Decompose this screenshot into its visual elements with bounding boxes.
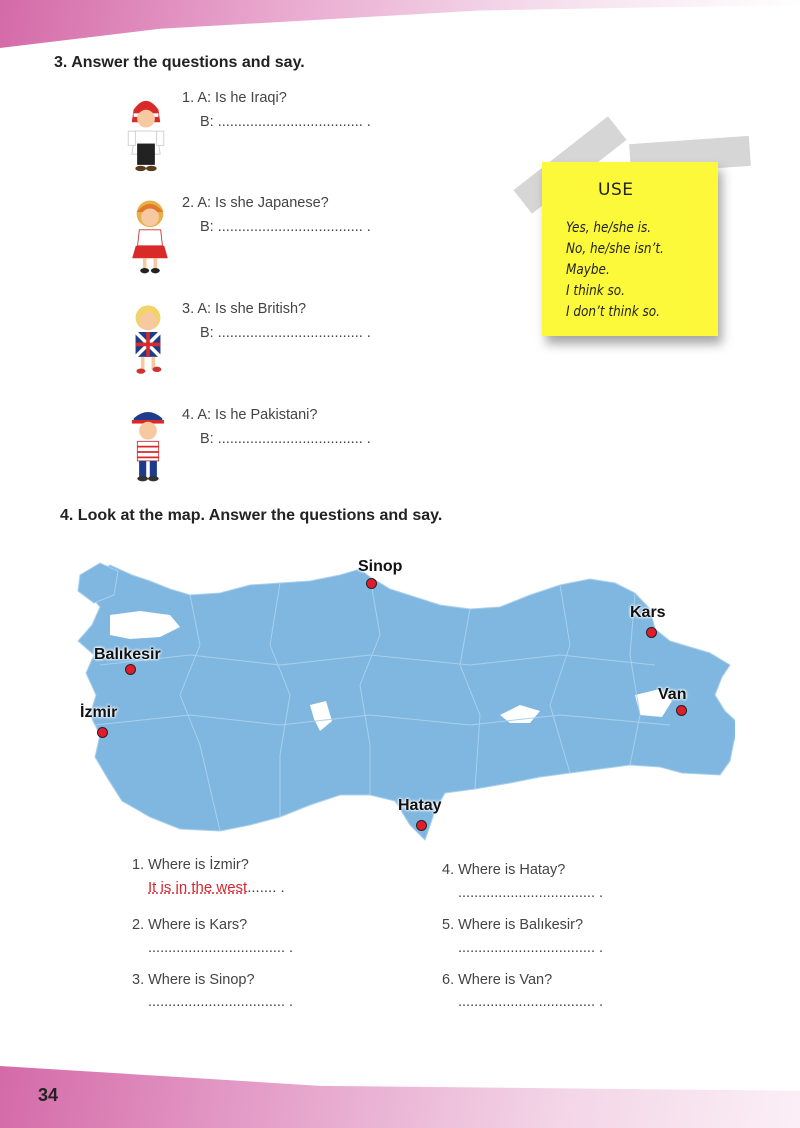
question-1: 1. A: Is he Iraqi? bbox=[182, 90, 287, 106]
city-label-sinop: Sinop bbox=[358, 558, 403, 575]
map-question-6: 6. Where is Van? bbox=[442, 972, 553, 988]
city-marker-hatay bbox=[416, 820, 427, 831]
section-3-heading: 3. Answer the questions and say. bbox=[54, 54, 305, 71]
map-answer-line-3[interactable]: .................................. . bbox=[148, 994, 294, 1010]
note-paper bbox=[542, 162, 718, 336]
answer-line-3[interactable]: B: .................................... . bbox=[200, 325, 371, 341]
question-2: 2. A: Is she Japanese? bbox=[182, 195, 329, 211]
section-4-heading: 4. Look at the map. Answer the questions and say. bbox=[60, 507, 443, 524]
answer-line-4[interactable]: B: .................................... . bbox=[200, 431, 371, 447]
note-line: Maybe. bbox=[566, 262, 610, 278]
map-question-5: 5. Where is Balıkesir? bbox=[442, 917, 584, 933]
answer-text: It is in the west bbox=[148, 879, 248, 896]
map-question-4: 4. Where is Hatay? bbox=[442, 862, 566, 878]
answer-line-1[interactable]: B: .................................... . bbox=[200, 114, 371, 130]
pakistani-boy-illustration bbox=[120, 404, 176, 484]
map-question-1: 1. Where is İzmir? bbox=[132, 857, 249, 873]
question-3: 3. A: Is she British? bbox=[182, 301, 307, 317]
map-answer-line-6[interactable]: .................................. . bbox=[458, 994, 604, 1010]
page-number: 34 bbox=[38, 1085, 59, 1105]
map-question-2: 2. Where is Kars? bbox=[132, 917, 248, 933]
note-line: Yes, he/she is. bbox=[566, 220, 652, 236]
city-marker-sinop bbox=[366, 578, 377, 589]
note-title: USE bbox=[598, 180, 634, 200]
question-4: 4. A: Is he Pakistani? bbox=[182, 407, 318, 423]
city-label-balikesir: Balıkesir bbox=[94, 646, 161, 663]
map-answer-1[interactable] bbox=[148, 879, 285, 896]
top-decorative-band bbox=[0, 0, 800, 48]
use-sticky-note bbox=[510, 130, 750, 370]
british-girl-illustration bbox=[120, 300, 176, 380]
city-marker-kars bbox=[646, 627, 657, 638]
japanese-girl-illustration bbox=[122, 196, 178, 276]
city-marker-van bbox=[676, 705, 687, 716]
note-line: I don’t think so. bbox=[566, 304, 660, 320]
map-question-3: 3. Where is Sinop? bbox=[132, 972, 255, 988]
answer-dots: ....... . bbox=[247, 879, 285, 896]
city-label-kars: Kars bbox=[630, 604, 666, 621]
answer-line-2[interactable]: B: .................................... . bbox=[200, 219, 371, 235]
city-label-izmir: İzmir bbox=[80, 704, 118, 721]
iraqi-boy-illustration bbox=[118, 92, 174, 172]
map-answer-line-5[interactable]: .................................. . bbox=[458, 940, 604, 956]
map-answer-line-2[interactable]: .................................. . bbox=[148, 940, 294, 956]
note-line: I think so. bbox=[566, 283, 625, 299]
city-marker-balikesir bbox=[125, 664, 136, 675]
city-label-van: Van bbox=[658, 686, 687, 703]
bottom-decorative-band bbox=[0, 1066, 800, 1128]
map-answer-line-4[interactable]: .................................. . bbox=[458, 885, 604, 901]
note-line: No, he/she isn’t. bbox=[566, 241, 664, 257]
city-marker-izmir bbox=[97, 727, 108, 738]
city-label-hatay: Hatay bbox=[398, 797, 442, 814]
